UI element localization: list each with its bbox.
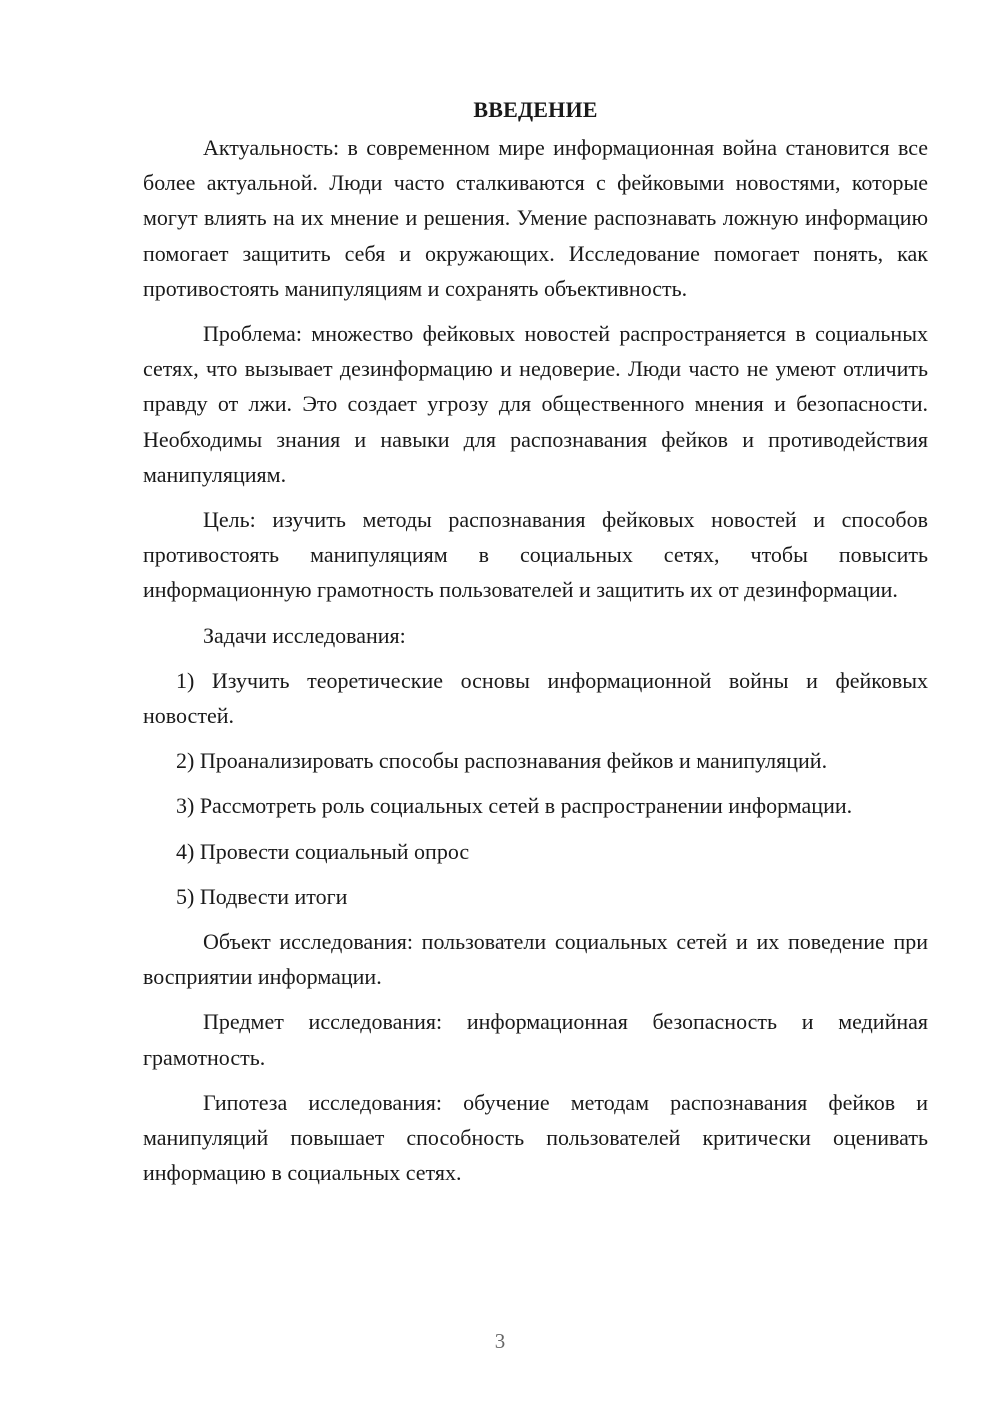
section-heading: ВВЕДЕНИЕ xyxy=(473,97,598,122)
hypothesis-paragraph: Гипотеза исследования: обучение методам распознавания фейков и манипуляций повышает способность пользователей критически оценивать информацию в социальных сетях. xyxy=(143,1089,928,1186)
task-item-5: 5) Подвести итоги xyxy=(176,883,348,909)
task-item-4: 4) Провести социальный опрос xyxy=(176,838,470,864)
subject-paragraph: Предмет исследования: информационная безопасность и медийная грамотность. xyxy=(143,1009,928,1070)
problem-paragraph: Проблема: множество фейковых новостей распространяется в социальных сетях, что вызывает дезинформацию и недоверие. Люди часто не умеют отличить правду от лжи. Это создает угрозу для общественного мнения и безопасности. Необходимы знания и навыки для распознавания фейков и противодействия манипуляциям. xyxy=(143,321,928,487)
task-item-2: 2) Проанализировать способы распознавания фейков и манипуляций. xyxy=(176,748,828,774)
object-paragraph: Объект исследования: пользователи социальных сетей и их поведение при восприятии информации. xyxy=(143,929,928,990)
relevance-paragraph: Актуальность: в современном мире информационная война становится все более актуальной. Люди часто сталкиваются с фейковыми новостями, которые могут влиять на их мнение и решения. Умение распознавать ложную информацию помогает защитить себя и окружающих. Исследование помогает понять, как противостоять манипуляциям и сохранять объективность. xyxy=(143,135,928,301)
document-page xyxy=(143,92,928,1200)
tasks-intro: Задачи исследования: xyxy=(203,622,406,648)
goal-paragraph: Цель: изучить методы распознавания фейковых новостей и способов противостоять манипуляциям в социальных сетях, чтобы повысить информационную грамотность пользователей и защитить их от дезинформации. xyxy=(143,507,928,603)
task-item-3: 3) Рассмотреть роль социальных сетей в распространении информации. xyxy=(176,793,853,819)
task-item-1: 1) Изучить теоретические основы информационной войны и фейковых новостей. xyxy=(143,667,928,729)
page-number: 3 xyxy=(494,1329,506,1353)
tasks-list xyxy=(143,663,928,914)
